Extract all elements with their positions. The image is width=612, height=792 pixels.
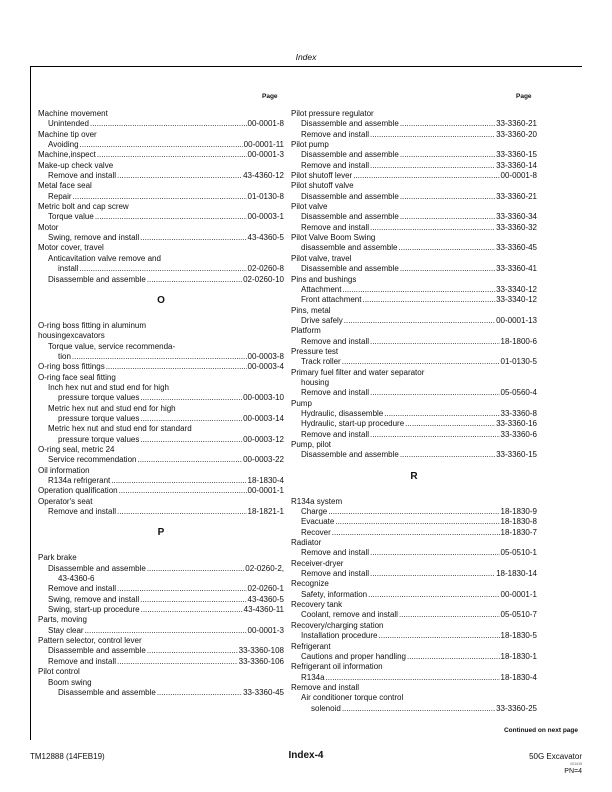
page-reference: 33-3360-8 [500, 408, 537, 418]
entry-label: pressure torque values [58, 434, 140, 444]
dot-leader [342, 704, 495, 714]
entry-label: Drive safely [301, 315, 343, 325]
dot-leader [400, 264, 495, 274]
page-reference: 33-3360-21 [496, 191, 537, 201]
entry-label: disassemble and assemble [301, 243, 398, 253]
dot-leader [400, 212, 495, 222]
entry-label: Stay clear [48, 625, 84, 635]
index-heading: Radiator [291, 538, 322, 548]
page-reference: 00-0003-8 [247, 351, 284, 361]
index-entry [38, 352, 284, 362]
page-reference: 00-0003-22 [243, 455, 284, 465]
index-heading: Pilot valve [291, 202, 328, 212]
dot-leader [370, 569, 495, 579]
index-entry [291, 212, 537, 222]
dot-leader [117, 584, 246, 594]
index-entry [38, 233, 284, 243]
page-reference: 18-1821-1 [247, 507, 284, 517]
index-entry [291, 243, 537, 253]
index-heading: Oil information [38, 465, 90, 475]
index-entry [291, 517, 537, 527]
page-reference: 33-3360-41 [496, 264, 537, 274]
page-reference: 00-0003-14 [243, 413, 284, 423]
dot-leader [362, 295, 495, 305]
index-entry [38, 171, 284, 181]
page-reference: 18-1830-1 [500, 651, 537, 661]
entry-label: Disassemble and assemble [48, 563, 146, 573]
index-entry [291, 631, 537, 641]
page-reference: 43-4360-12 [243, 171, 284, 181]
dot-leader [400, 119, 495, 129]
dot-leader [140, 393, 242, 403]
dot-leader [400, 150, 495, 160]
dot-leader [72, 352, 247, 362]
index-entry [38, 584, 284, 594]
dot-leader [344, 316, 495, 326]
index-heading: Pattern selector, control lever [38, 636, 142, 646]
entry-label: Recover [301, 527, 331, 537]
entry-label: Remove and install [301, 160, 370, 170]
index-entry [291, 569, 537, 579]
index-entry [291, 161, 537, 171]
dot-leader [85, 626, 247, 636]
index-heading: housing [301, 377, 330, 387]
page-reference: 00-0001-1 [247, 486, 284, 496]
footer-revision: 021419 [570, 762, 582, 766]
index-heading: housingexcavators [38, 331, 105, 341]
page-reference: 00-0001-8 [500, 171, 537, 181]
dot-leader [106, 362, 247, 372]
index-entry [38, 626, 284, 636]
page-reference: 18-1830-8 [500, 517, 537, 527]
page-reference: 33-3360-32 [496, 222, 537, 232]
entry-label: Disassemble and assemble [301, 191, 399, 201]
index-entry [38, 564, 284, 574]
dot-leader [95, 212, 247, 222]
page-reference: 33-3360-45 [496, 243, 537, 253]
index-entry [38, 605, 284, 615]
left-margin-rule [30, 66, 31, 740]
entry-label: Remove and install [48, 656, 117, 666]
entry-label: Remove and install [301, 569, 370, 579]
entry-label: Service recommendation [48, 455, 137, 465]
index-heading: Metal face seal [38, 181, 92, 191]
page-reference: 02-0260-8 [247, 264, 284, 274]
dot-leader [73, 192, 247, 202]
entry-label: Remove and install [48, 584, 117, 594]
dot-leader [117, 507, 246, 517]
index-entry [38, 455, 284, 465]
page-reference: 05-0510-7 [500, 610, 537, 620]
entry-label: Cautions and proper handling [301, 651, 406, 661]
dot-leader [399, 243, 496, 253]
entry-label: Disassemble and assemble [301, 450, 399, 460]
dot-leader [370, 130, 495, 140]
index-entry [291, 171, 537, 181]
page-reference: 00-0001-13 [496, 315, 537, 325]
index-heading: O-ring boss fitting in aluminum [38, 320, 147, 330]
page-reference: 43-4360-5 [247, 594, 284, 604]
index-heading: Park brake [38, 553, 77, 563]
page-reference: 05-0510-1 [500, 548, 537, 558]
index-heading: Pump [291, 398, 312, 408]
index-entry [291, 409, 537, 419]
entry-label: Avoiding [48, 140, 79, 150]
index-entry [38, 275, 284, 285]
dot-leader [137, 455, 242, 465]
index-heading: Pressure test [291, 346, 339, 356]
dot-leader [147, 646, 238, 656]
dot-leader [141, 605, 243, 615]
index-entry [38, 476, 284, 486]
dot-leader [97, 150, 247, 160]
entry-label: Remove and install [301, 429, 370, 439]
index-heading: Boom swing [48, 677, 92, 687]
header-rule [30, 66, 582, 67]
index-entry [291, 264, 537, 274]
page-reference: 33-3360-34 [496, 212, 537, 222]
index-entry [38, 688, 284, 698]
index-heading: Pilot shutoff valve [291, 181, 354, 191]
index-entry [291, 316, 537, 326]
index-heading: Pilot Valve Boom Swing [291, 233, 376, 243]
index-entry [291, 192, 537, 202]
page-reference: 33-3360-15 [496, 450, 537, 460]
dot-leader [407, 652, 500, 662]
index-heading: 43-4360-6 [58, 574, 95, 584]
index-heading: Recovery tank [291, 600, 343, 610]
dot-leader [379, 631, 500, 641]
dot-leader [384, 409, 499, 419]
page-reference: 33-3340-12 [496, 295, 537, 305]
page-reference: 00-0003-4 [247, 362, 284, 372]
footer-doc-id: TM12888 (14FEB19) [30, 752, 105, 761]
index-entry [291, 430, 537, 440]
dot-leader [117, 171, 242, 181]
entry-label: Swing, remove and install [48, 594, 140, 604]
entry-label: Charge [301, 507, 328, 517]
index-entry [38, 595, 284, 605]
index-entry [291, 130, 537, 140]
dot-leader [342, 285, 495, 295]
entry-label: Pilot shutoff lever [291, 171, 353, 181]
entry-label: Torque value [48, 212, 94, 222]
entry-label: Disassemble and assemble [58, 687, 156, 697]
index-entry [38, 393, 284, 403]
entry-label: Attachment [301, 284, 342, 294]
entry-label: Safety, information [301, 589, 368, 599]
index-entry [291, 590, 537, 600]
dot-leader [368, 590, 499, 600]
index-heading: Inch hex nut and stud end for high [48, 382, 169, 392]
entry-label: R134a [301, 672, 325, 682]
index-entry [38, 486, 284, 496]
index-heading: Motor cover, travel [38, 243, 104, 253]
index-entry [38, 264, 284, 274]
dot-leader [400, 192, 495, 202]
index-entry [291, 528, 537, 538]
dot-leader [117, 657, 238, 667]
page-reference: 18-1800-6 [500, 336, 537, 346]
index-heading: Machine movement [38, 109, 108, 118]
dot-leader [400, 450, 495, 460]
index-entry [291, 704, 537, 714]
page-reference: 02-0260-1 [247, 584, 284, 594]
page-reference: 33-3360-106 [238, 656, 284, 666]
entry-label: Remove and install [301, 129, 370, 139]
page-reference: 00-0001-1 [500, 589, 537, 599]
entry-label: Remove and install [301, 336, 370, 346]
page-reference: 02-0260-10 [243, 274, 284, 284]
dot-leader [140, 435, 242, 445]
entry-label: Unintended [48, 119, 89, 129]
page-reference: 00-0003-10 [243, 393, 284, 403]
index-heading: Pilot valve, travel [291, 253, 352, 263]
dot-leader [140, 233, 246, 243]
index-heading: R134a system [291, 496, 343, 506]
index-entry [38, 212, 284, 222]
index-entry [291, 652, 537, 662]
entry-label: Disassemble and assemble [301, 119, 399, 129]
index-heading: Platform [291, 326, 321, 336]
index-entry [38, 192, 284, 202]
dot-leader [370, 388, 499, 398]
entry-label: install [58, 264, 79, 274]
dot-leader [147, 275, 242, 285]
dot-leader [399, 610, 500, 620]
index-heading: Primary fuel filter and water separator [291, 367, 425, 377]
page-reference: 33-3360-14 [496, 160, 537, 170]
page-reference: 18-1830-5 [500, 631, 537, 641]
entry-label: Disassemble and assemble [301, 264, 399, 274]
dot-leader [157, 688, 242, 698]
page-reference: 00-0001-11 [243, 140, 284, 150]
index-heading: Refrigerant oil information [291, 662, 383, 672]
entry-label: Disassemble and assemble [48, 274, 146, 284]
dot-leader [353, 171, 499, 181]
index-entry [38, 646, 284, 656]
index-heading: O-ring seal, metric 24 [38, 444, 115, 454]
index-entry [38, 362, 284, 372]
page-reference: 18-1830-4 [500, 672, 537, 682]
index-heading: Make-up check valve [38, 160, 114, 170]
dot-leader [328, 507, 499, 517]
index-heading: Machine tip over [38, 129, 97, 139]
footer-pn: PN=4 [564, 768, 582, 775]
dot-leader [90, 119, 247, 129]
index-entry [291, 357, 537, 367]
entry-label: Track roller [301, 357, 341, 367]
page-reference: 43-4360-11 [243, 605, 284, 615]
page-reference: 00-0003-1 [247, 212, 284, 222]
index-entry [38, 507, 284, 517]
page-reference: 18-1830-9 [500, 507, 537, 517]
continued-note: Continued on next page [503, 727, 578, 734]
page-reference: 33-3360-21 [496, 119, 537, 129]
running-header-title: Index [295, 52, 317, 62]
dot-leader [370, 548, 499, 558]
entry-label: pressure torque values [58, 413, 140, 423]
entry-label: Front attachment [301, 295, 362, 305]
dot-leader [370, 337, 499, 347]
page-reference: 33-3360-20 [496, 129, 537, 139]
index-entry [291, 295, 537, 305]
page-reference: 02-0260-2, [245, 563, 284, 573]
entry-label: Hydraulic, start-up procedure [301, 419, 405, 429]
index-entry [291, 673, 537, 683]
entry-label: Hydraulic, disassemble [301, 408, 384, 418]
index-column-right [291, 109, 537, 714]
entry-label: Remove and install [301, 388, 370, 398]
index-column-left [38, 109, 284, 698]
index-entry [291, 419, 537, 429]
page-reference: 33-3360-25 [496, 703, 537, 713]
section-letter: P [157, 527, 165, 539]
index-heading: Pins and bushings [291, 274, 357, 284]
entry-label: Machine,inspect [38, 150, 96, 160]
index-entry [38, 435, 284, 445]
page-reference: 00-0001-3 [247, 150, 284, 160]
index-entry [291, 450, 537, 460]
footer-model: 50G Excavator [529, 752, 582, 761]
dot-leader [332, 528, 500, 538]
index-heading: O-ring face seal fitting [38, 372, 116, 382]
index-entry [291, 150, 537, 160]
footer-page-number: Index-4 [288, 750, 324, 761]
dot-leader [370, 223, 495, 233]
dot-leader [326, 673, 500, 683]
dot-leader [80, 140, 243, 150]
dot-leader [370, 161, 495, 171]
index-heading: Operator's seat [38, 496, 93, 506]
index-heading: Remove and install [291, 682, 360, 692]
index-entry [291, 337, 537, 347]
index-heading: Recognize [291, 579, 329, 589]
index-entry [291, 388, 537, 398]
index-entry [38, 150, 284, 160]
page-reference: 33-3360-45 [243, 687, 284, 697]
entry-label: Coolant, remove and install [301, 610, 398, 620]
page-reference: 01-0130-5 [500, 357, 537, 367]
section-letter: R [410, 470, 418, 482]
entry-label: Remove and install [301, 222, 370, 232]
index-heading: Motor [38, 222, 59, 232]
dot-leader [405, 419, 495, 429]
entry-label: R134a refrigerant [48, 476, 111, 485]
page-reference: 33-3340-12 [496, 284, 537, 294]
dot-leader [79, 264, 246, 274]
entry-label: pressure torque values [58, 393, 140, 403]
entry-label: Operation qualification [38, 486, 118, 496]
entry-label: Remove and install [48, 171, 117, 181]
index-heading: Metric hex nut and stud end for standard [48, 424, 192, 434]
index-heading: Parts, moving [38, 615, 87, 625]
index-heading: Recovery/charging station [291, 620, 384, 630]
entry-label: Evacuate [301, 517, 335, 527]
page-reference: 00-0001-3 [247, 625, 284, 635]
index-heading: Pilot pressure regulator [291, 109, 374, 118]
index-heading: Pilot pump [291, 140, 329, 150]
page-reference: 05-0560-4 [500, 388, 537, 398]
entry-label: Disassemble and assemble [301, 212, 399, 222]
section-letter: O [157, 294, 165, 306]
index-heading: Pins, metal [291, 305, 331, 315]
index-heading: Torque value, service recommenda- [48, 341, 176, 351]
index-heading: Refrigerant [291, 641, 331, 651]
entry-label: solenoid [311, 703, 341, 713]
page-column-label-left: Page [262, 93, 278, 100]
dot-leader [342, 357, 500, 367]
entry-label: Swing, remove and install [48, 233, 140, 243]
dot-leader [140, 595, 246, 605]
page-reference: 18-1830-14 [496, 569, 537, 579]
dot-leader [335, 517, 499, 527]
index-heading: Pilot control [38, 667, 80, 677]
index-entry [291, 507, 537, 517]
index-entry [38, 657, 284, 667]
entry-label: Repair [48, 191, 72, 201]
entry-label: Disassemble and assemble [48, 646, 146, 656]
page-reference: 43-4360-5 [247, 233, 284, 243]
index-heading: Air conditioner torque control [301, 693, 404, 703]
index-heading: Receiver-dryer [291, 558, 344, 568]
page-column-label-right: Page [516, 93, 532, 100]
page-reference: 00-0001-8 [247, 119, 284, 129]
dot-leader [140, 414, 242, 424]
index-entry [38, 119, 284, 129]
index-entry [291, 548, 537, 558]
index-heading: Pump, pilot [291, 440, 332, 449]
page-reference: 00-0003-12 [243, 434, 284, 444]
entry-label: Remove and install [301, 548, 370, 558]
index-entry [291, 223, 537, 233]
page-reference: 33-3360-15 [496, 150, 537, 160]
index-entry [38, 414, 284, 424]
page-reference: 33-3360-108 [238, 646, 284, 656]
entry-label: Disassemble and assemble [301, 150, 399, 160]
entry-label: Swing, start-up procedure [48, 605, 140, 615]
entry-label: tion [58, 351, 71, 361]
index-entry [291, 285, 537, 295]
index-entry [38, 140, 284, 150]
entry-label: Installation procedure [301, 631, 378, 641]
dot-leader [119, 486, 247, 496]
entry-label: Remove and install [48, 507, 117, 517]
page-reference: 01-0130-8 [247, 191, 284, 201]
index-heading: Metric bolt and cap screw [38, 202, 129, 212]
page-reference: 33-3360-6 [500, 429, 537, 439]
index-entry [291, 119, 537, 129]
dot-leader [111, 476, 246, 486]
index-heading: Anticavitation valve remove and [48, 253, 161, 263]
page-reference: 33-3360-16 [496, 419, 537, 429]
page-reference: 18-1830-7 [500, 527, 537, 537]
dot-leader [147, 564, 244, 574]
dot-leader [370, 430, 499, 440]
index-entry [291, 610, 537, 620]
page-reference: 18-1830-4 [247, 476, 284, 485]
index-heading: Metric hex nut and stud end for high [48, 403, 176, 413]
entry-label: O-ring boss fittings [38, 362, 105, 372]
